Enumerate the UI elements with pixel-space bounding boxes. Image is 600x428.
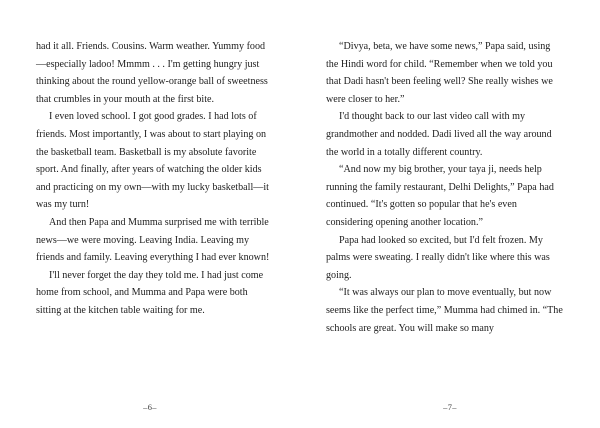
- paragraph: I even loved school. I got good grades. I had lots of friends. Most importantly, I was about to start playing on the basketball team. Basketball is my absolute favorite sport. And finally, after years of watching the older kids and practicing on my own—with my lucky basketball—it was my turn!: [36, 111, 269, 211]
- paragraph: And then Papa and Mumma surprised me with terrible news—we were moving. Leaving India. Leaving my friends and family. Leaving everything I had ever known!: [36, 216, 270, 264]
- paragraph: Papa had looked so excited, but I'd felt frozen. My palms were sweating. I really didn't like where this was going.: [326, 234, 550, 281]
- paragraph: “It was always our plan to move eventually, but now seems like the perfect time,” Mumma had chimed in. “The schools are great. You will make so many: [326, 287, 563, 334]
- page-number-left: –6–: [143, 403, 157, 412]
- page-left-textblock: [36, 38, 274, 320]
- paragraph: “And now my big brother, your taya ji, needs help running the family restaurant, Delhi Delights,” Papa had continued. “It's gotten so popular that he's even considering opening another location.”: [326, 164, 554, 228]
- page-number-right: –7–: [443, 403, 457, 412]
- page-right: [300, 0, 600, 428]
- paragraph: I'd thought back to our last video call with my grandmother and nodded. Dadi lived all the way around the world in a totally different country.: [326, 111, 552, 158]
- paragraph: “Divya, beta, we have some news,” Papa said, using the Hindi word for child. “Remember when we told you that Dadi hasn't been feeling well? She really wishes we were closer to her.”: [326, 41, 553, 105]
- paragraph: had it all. Friends. Cousins. Warm weather. Yummy food—especially ladoo! Mmmm . . . I'm getting hungry just thinking about the round yellow-orange ball of sweetness that crumbles in your mouth at the first bite.: [36, 41, 268, 105]
- page-right-textblock: [326, 38, 564, 337]
- paragraph: I'll never forget the day they told me. I had just come home from school, and Mumma and Papa were both sitting at the kitchen table waiting for me.: [36, 269, 264, 316]
